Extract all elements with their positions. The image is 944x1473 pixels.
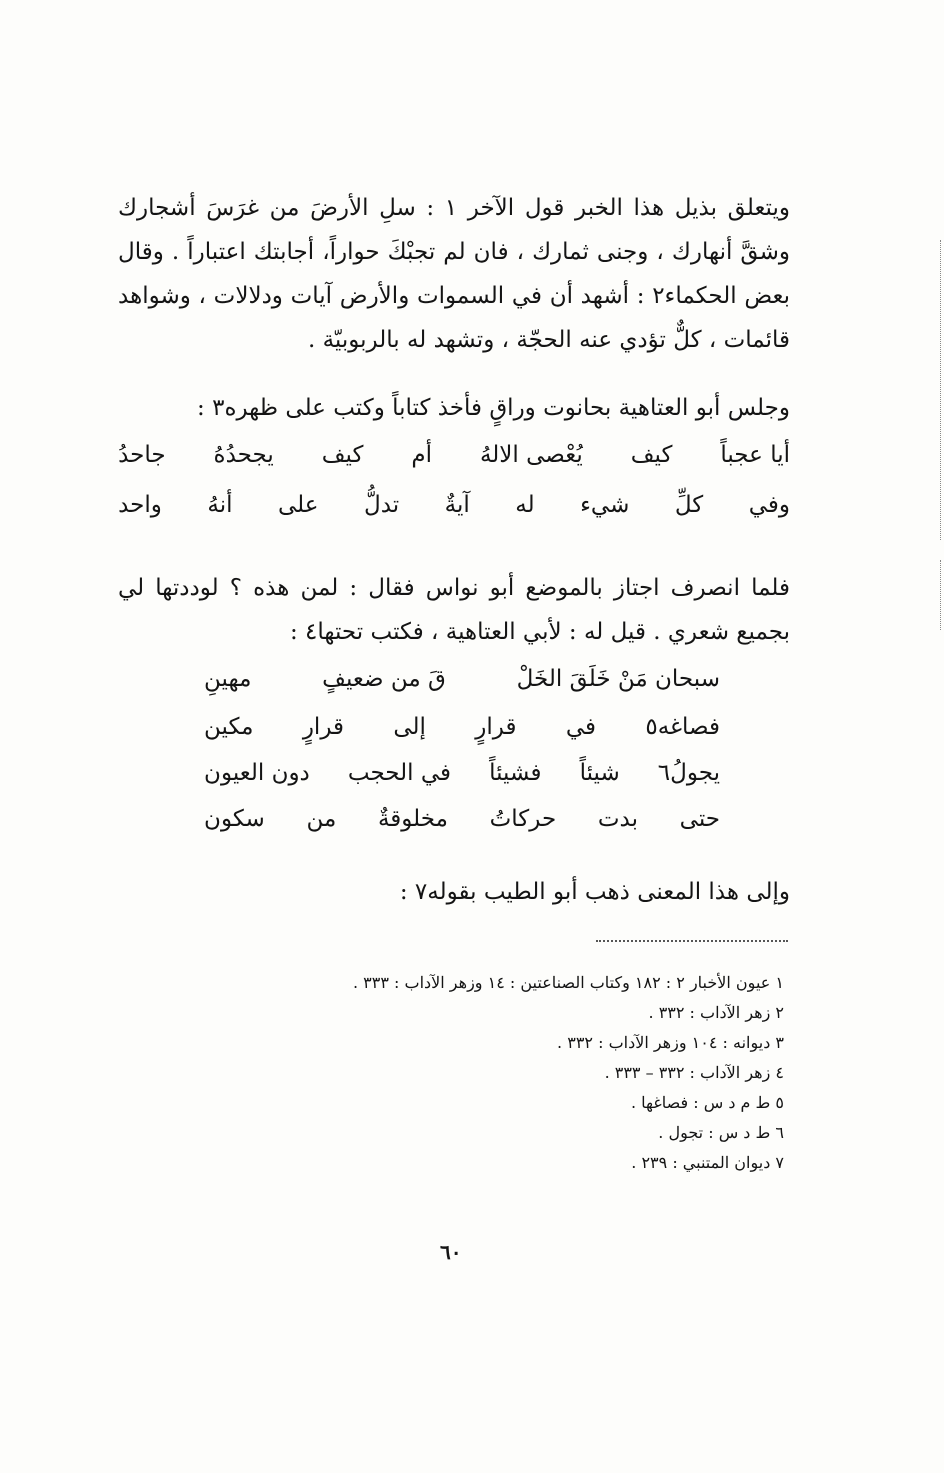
footnote: ٥ ط م د س : فصاغها . <box>630 1093 784 1112</box>
verse-word: شيء <box>580 492 630 518</box>
verse-word: يجولُ٦ <box>657 760 720 786</box>
verse-line <box>204 666 720 692</box>
footnote: ٤ زهر الآداب : ٣٣٢ – ٣٣٣ . <box>604 1063 784 1082</box>
paragraph-2 <box>118 386 790 430</box>
verse-word: مكين <box>204 714 254 740</box>
verse-word: سبحان مَنْ خَلَقَ الخَلْ <box>516 666 720 692</box>
verse-word: آيةٌ <box>444 492 470 518</box>
footnote: ٦ ط د س : تجول . <box>658 1123 784 1142</box>
verse-word: قرارٍ <box>302 714 345 740</box>
footnotes <box>353 968 784 1178</box>
verse-word: من <box>306 806 337 832</box>
verse-word: شيئاً <box>579 760 620 786</box>
verse-word: وفي <box>748 492 790 518</box>
paragraph-line: بعض الحكماء٢ : أشهد أن في السموات والأرض آيات ودلالات ، وشواهد <box>118 283 790 309</box>
scan-edge-mark <box>940 240 943 540</box>
paragraph-line: بجميع شعري . قيل له : لأبي العتاهية ، فكتب تحتها٤ : <box>289 619 790 645</box>
verse-word: على <box>278 492 319 518</box>
paragraph-line: وجلس أبو العتاهية بحانوت وراقٍ فأخذ كتاباً وكتب على ظهره٣ : <box>197 395 790 421</box>
verse-word: فصاغه٥ <box>645 714 720 740</box>
verse-word: في الحجب <box>347 760 452 786</box>
verse-line <box>204 760 720 786</box>
verse-word: واحد <box>118 492 162 518</box>
verse-word: مهينِ <box>204 666 252 692</box>
verse-word: قَ من ضعيفٍ <box>322 666 446 692</box>
footnote: ٢ زهر الآداب : ٣٣٢ . <box>648 1003 784 1022</box>
scan-edge-mark <box>940 560 943 630</box>
verse-word: إلى <box>393 714 426 740</box>
verse-word: بدت <box>597 806 638 832</box>
paragraph-line: وإلى هذا المعنى ذهب أبو الطيب بقوله٧ : <box>399 879 790 905</box>
footnote: ٣ ديوانه : ١٠٤ وزهر الآداب : ٣٣٢ . <box>557 1033 784 1052</box>
verse-word: له <box>515 492 535 518</box>
verse-word: دون العيون <box>204 760 310 786</box>
paragraph-line: فلما انصرف اجتاز بالموضع أبو نواس فقال : لمن هذه ؟ لوددتها لي <box>118 575 790 601</box>
paragraph-3 <box>118 566 790 654</box>
verse-word: قرارٍ <box>475 714 517 740</box>
verse-word: حتى <box>679 806 720 832</box>
verse-word: أم <box>411 442 433 468</box>
verse-word: مخلوقةٌ <box>377 806 448 832</box>
paragraph-line: ويتعلق بذيل هذا الخبر قول الآخر ١ : سلِ الأرضَ من غرَسَ أشجارك <box>118 195 790 221</box>
verse-word: أنهُ <box>207 492 233 518</box>
verse-line <box>204 806 720 832</box>
verse-line <box>204 714 720 740</box>
paragraph-line: قائمات ، كلٌّ تؤدي عنه الحجّة ، وتشهد له بالربوبيّة . <box>307 327 790 353</box>
footnote: ١ عيون الأخبار ٢ : ١٨٢ وكتاب الصناعتين : ١٤ وزهر الآداب : ٣٣٣ . <box>353 973 784 992</box>
verse-line <box>118 442 790 468</box>
verse-word: تدلُّ <box>364 492 400 518</box>
verse-word: في <box>565 714 596 740</box>
verse-word: أيا عجباً <box>720 442 790 468</box>
verse-word: كيف <box>630 442 673 468</box>
footnote: ٧ ديوان المتنبي : ٢٣٩ . <box>631 1153 784 1172</box>
paragraph-1 <box>118 186 790 362</box>
footnote-separator <box>596 940 788 942</box>
verse-line <box>118 492 790 518</box>
verse-word: كلِّ <box>674 492 704 518</box>
verse-word: يجحدُهُ <box>213 442 274 468</box>
paragraph-line: وشقَّ أنهارك ، وجنى ثمارك ، فان لم تجبْكَ حواراً، أجابتك اعتباراً . وقال <box>118 239 790 265</box>
verse-word: كيف <box>321 442 364 468</box>
paragraph-4 <box>118 870 790 914</box>
verse-word: سكون <box>204 806 265 832</box>
verse-word: فشيئاً <box>489 760 542 786</box>
page-number: ٦٠ <box>440 1240 462 1264</box>
verse-word: جاحدُ <box>118 442 166 468</box>
verse-word: يُعْصى الالهُ <box>479 442 583 468</box>
verse-word: حركاتُ <box>489 806 557 832</box>
